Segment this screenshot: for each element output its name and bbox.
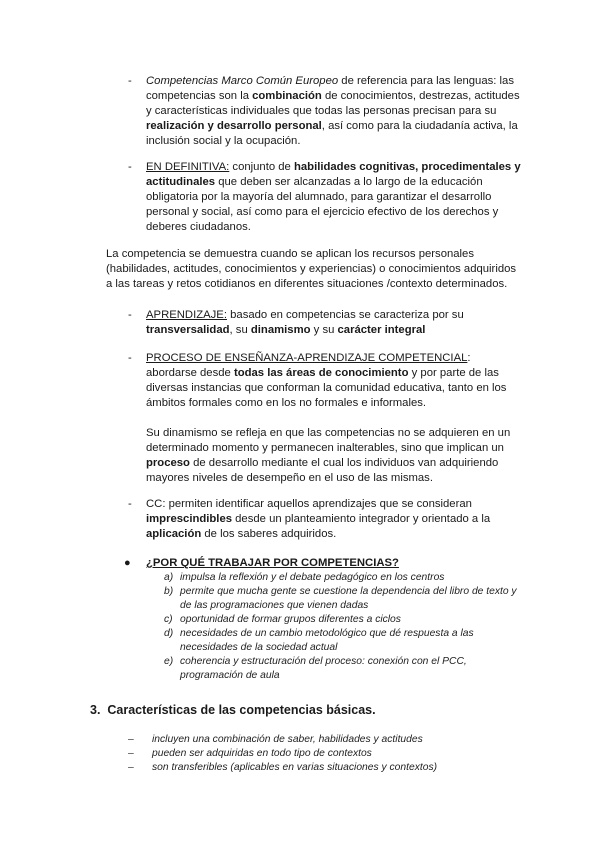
- why-heading: ¿POR QUÉ TRABAJAR POR COMPETENCIAS?: [146, 557, 399, 569]
- list-item: c) oportunidad de formar grupos diferentes a ciclos: [164, 614, 401, 625]
- list-item: – incluyen una combinación de saber, habilidades y actitudes: [128, 734, 423, 745]
- section-number: 3.: [90, 703, 101, 717]
- list-item-aprendizaje: APRENDIZAJE: basado en competencias se caracteriza por su transversalidad, su dinamismo y su carácter integral: [146, 309, 464, 336]
- item-title: EN DEFINITIVA:: [146, 161, 230, 173]
- list-item-cc: CC: permiten identificar aquellos aprendizajes que se consideran imprescindibles desde un planteamiento integrador y orientado a la aplicación de los saberes adquiridos.: [146, 498, 491, 540]
- list-item-proceso: PROCESO DE ENSEÑANZA-APRENDIZAJE COMPETENCIAL: abordarse desde todas las áreas de conocimiento y por parte de las diversas instancias que conforman la comunidad educativa, tanto en los ámbitos formales como en los no formales e informales. Su dinamismo se refleja en que las competencias no se adquieren en un determinado momento y permanecen inalterables, sino que implican un proceso de desarrollo mediante el cual los individuos van adquiriendo mayores niveles de desempeño en el uso de las mismas.: [146, 352, 511, 484]
- why-list: [164, 571, 522, 683]
- list-dash: -: [128, 498, 132, 510]
- item-title: APRENDIZAJE:: [146, 309, 227, 321]
- list-item: – pueden ser adquiridas en todo tipo de contextos: [128, 748, 372, 759]
- list-item: b) permite que mucha gente se cuestione la dependencia del libro de texto y de las programaciones que vienen dadas: [164, 586, 517, 611]
- list-item-marco: Competencias Marco Común Europeo de referencia para las lenguas: las competencias son la combinación de conocimientos, destrezas, actitudes y características individuales que todas las personas precisan para su realización y desarrollo personal, así como para la ciudadanía activa, la inclusión social y la ocupación.: [146, 75, 520, 147]
- section-heading: [90, 703, 376, 717]
- bullet-icon: ●: [124, 557, 131, 569]
- item-title: PROCESO DE ENSEÑANZA-APRENDIZAJE COMPETENCIAL: [146, 352, 468, 364]
- list-item: e) coherencia y estructuración del proceso: conexión con el PCC, programación de aula: [164, 656, 467, 681]
- list-item-definitiva: EN DEFINITIVA: conjunto de habilidades cognitivas, procedimentales y actitudinales que deben ser alcanzadas a lo largo de la educación obligatoria por la mayoría del alumnado, para garantizar el desarrollo personal y social, así como para el ejercicio efectivo de los derechos y deberes ciudadanos.: [146, 161, 521, 233]
- paragraph: La competencia se demuestra cuando se aplican los recursos personales (habilidades, actitudes, conocimientos y experiencias) o conocimientos adquiridos a las tareas y retos cotidianos en diferentes situaciones /contexto determinados.: [106, 248, 517, 290]
- list-item: d) necesidades de un cambio metodológico que dé respuesta a las necesidades de la sociedad actual: [164, 628, 474, 653]
- list-dash: -: [128, 75, 132, 87]
- characteristics-list: [128, 733, 522, 775]
- list-item: – son transferibles (aplicables en varias situaciones y contextos): [128, 762, 438, 773]
- list-dash: -: [128, 352, 132, 364]
- list-dash: -: [128, 161, 132, 173]
- item-title: Competencias Marco Común Europeo: [146, 75, 339, 87]
- list-dash: -: [128, 309, 132, 321]
- list-item: a) impulsa la reflexión y el debate pedagógico en los centros: [164, 572, 445, 583]
- section-title: Características de las competencias básicas.: [107, 703, 376, 717]
